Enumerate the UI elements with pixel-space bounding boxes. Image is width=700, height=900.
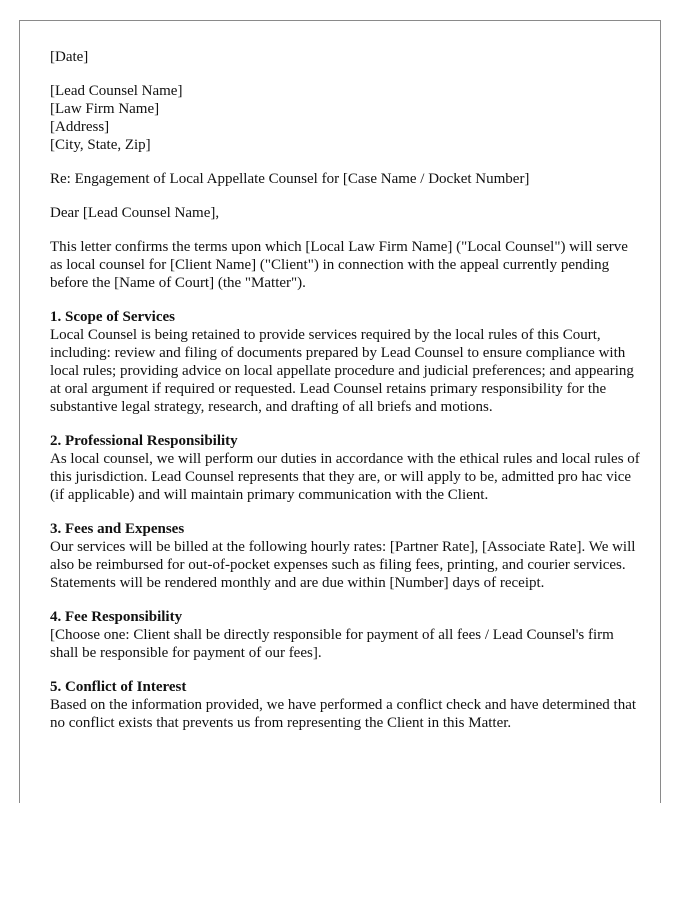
section-body: [Choose one: Client shall be directly responsible for payment of all fees / Lead Counsel's firm shall be responsible for payment of our fees]. [50, 627, 614, 661]
letter-page [19, 20, 661, 803]
letter-date: [Date] [50, 49, 89, 65]
section-heading: 5. Conflict of Interest [50, 679, 187, 695]
recipient-address [50, 82, 640, 154]
recipient-street: [Address] [50, 119, 110, 135]
section-body: As local counsel, we will perform our duties in accordance with the ethical rules and local rules of this jurisdiction. Lead Counsel represents that they are, or will apply to be, admitted pro hac vice (if applicable) and will maintain primary communication with the Client. [50, 451, 640, 503]
intro-paragraph: This letter confirms the terms upon which [Local Law Firm Name] ("Local Counsel") will serve as local counsel for [Client Name] ("Client") in connection with the appeal currently pending before the [Name of Court] (the "Matter"). [50, 239, 628, 291]
recipient-name: [Lead Counsel Name] [50, 83, 183, 99]
section-heading: 2. Professional Responsibility [50, 433, 238, 449]
section-body: Our services will be billed at the following hourly rates: [Partner Rate], [Associate Rate]. We will also be reimbursed for out-of-pocket expenses such as filing fees, printing, and courier services. Statements will be rendered monthly and are due within [Number] days of receipt. [50, 539, 636, 591]
subject-line: Re: Engagement of Local Appellate Counsel for [Case Name / Docket Number] [50, 171, 530, 187]
salutation: Dear [Lead Counsel Name], [50, 205, 220, 221]
section-body: Based on the information provided, we have performed a conflict check and have determined that no conflict exists that prevents us from representing the Client in this Matter. [50, 697, 637, 731]
section-fees-expenses [50, 520, 640, 592]
recipient-city: [City, State, Zip] [50, 137, 151, 153]
section-heading: 1. Scope of Services [50, 309, 175, 325]
section-heading: 4. Fee Responsibility [50, 609, 183, 625]
section-body: Local Counsel is being retained to provide services required by the local rules of this Court, including: review and filing of documents prepared by Lead Counsel to ensure compliance with local rules; providing advice on local appellate procedure and judicial preferences; and appearing at oral argument if required or requested. Lead Counsel retains primary responsibility for the substantive legal strategy, research, and drafting of all briefs and motions. [50, 327, 634, 415]
section-professional-responsibility [50, 432, 640, 504]
recipient-firm: [Law Firm Name] [50, 101, 160, 117]
section-conflict-of-interest [50, 678, 640, 732]
section-scope [50, 308, 640, 416]
letter-content [50, 48, 640, 748]
section-heading: 3. Fees and Expenses [50, 521, 185, 537]
section-fee-responsibility [50, 608, 640, 662]
